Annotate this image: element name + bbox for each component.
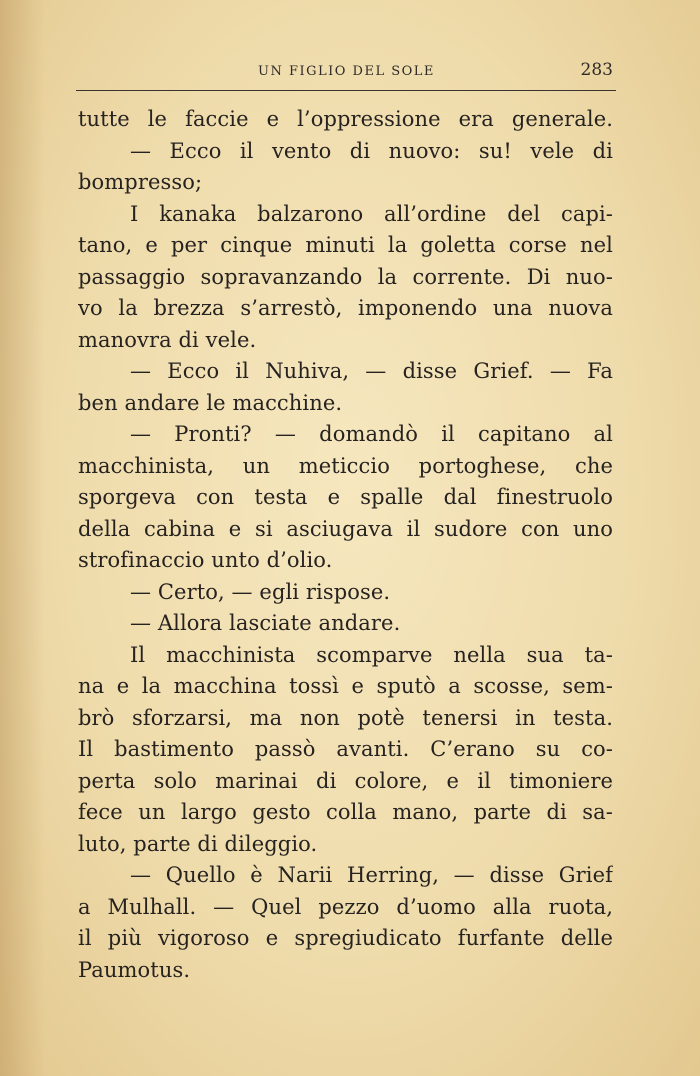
running-title: UN FIGLIO DEL SOLE: [258, 64, 435, 79]
text-line: sporgeva con testa e spalle dal finestruolo: [78, 485, 613, 509]
text-line: ben andare le macchine.: [78, 390, 343, 415]
text-line: — Certo, — egli rispose.: [130, 579, 391, 604]
text-line: perta solo marinai di colore, e il timoniere: [78, 768, 613, 793]
text-line: strofinaccio unto d’olio.: [78, 548, 333, 572]
page-header: [78, 60, 613, 84]
header-rule: [76, 90, 616, 91]
text-line: — Quello è Narii Herring, — disse Grief: [130, 863, 613, 887]
text-line: — Ecco il vento di nuovo: su! vele di: [130, 138, 613, 163]
text-line: — Ecco il Nuhiva, — disse Grief. — Fa: [130, 359, 613, 383]
text-line: manovra di vele.: [78, 327, 257, 352]
text-line: na e la macchina tossì e sputò a scosse, sem-: [78, 674, 613, 698]
page-number: 283: [580, 60, 613, 80]
page-gutter-shadow: [0, 0, 45, 1076]
text-line: Paumotus.: [78, 957, 191, 982]
text-line: Il bastimento passò avanti. C’erano su co-: [78, 737, 613, 761]
text-line: brò sforzarsi, ma non potè tenersi in testa.: [78, 705, 613, 730]
text-line: macchinista, un meticcio portoghese, che: [78, 453, 613, 478]
text-line: passaggio sopravanzando la corrente. Di nuo-: [78, 264, 613, 289]
text-line: I kanaka balzarono all’ordine del capi-: [130, 201, 613, 226]
text-line: della cabina e si asciugava il sudore con uno: [78, 516, 613, 541]
text-line: Il macchinista scomparve nella sua ta-: [130, 642, 613, 667]
text-line: — Allora lasciate andare.: [130, 611, 401, 635]
text-line: tano, e per cinque minuti la goletta corse nel: [78, 233, 613, 257]
text-line: a Mulhall. — Quel pezzo d’uomo alla ruota,: [78, 894, 613, 919]
text-line: vo la brezza s’arrestò, imponendo una nuova: [78, 296, 613, 320]
text-line: tutte le faccie e l’oppressione era generale.: [78, 107, 613, 131]
text-line: fece un largo gesto colla mano, parte di sa-: [78, 800, 613, 824]
text-line: il più vigoroso e spregiudicato furfante delle: [78, 926, 613, 950]
text-line: bompresso;: [78, 170, 203, 194]
text-line: — Pronti? — domandò il capitano al: [130, 422, 613, 446]
text-line: luto, parte di dileggio.: [78, 831, 318, 856]
body-text: [78, 104, 613, 986]
